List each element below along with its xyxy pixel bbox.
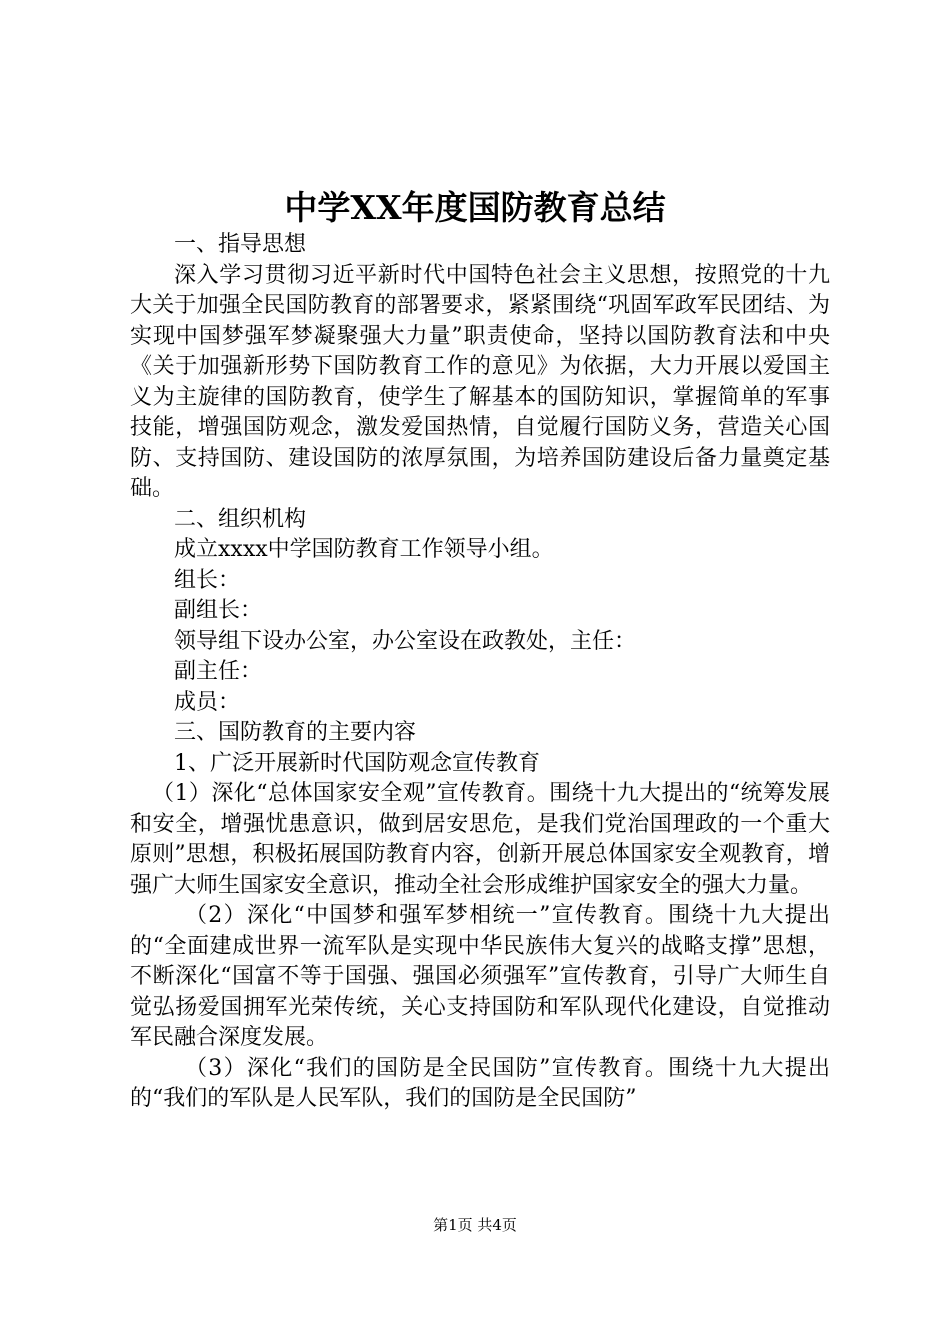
paragraph: （2）深化“中国梦和强军梦相统一”宣传教育。围绕十九大提出的“全面建成世界一流军队是实现中华民族伟大复兴的战略支撑”思想，不断深化“国富不等于国强、强国必须强军”宣传教育，引导广大师生自觉弘扬爱国拥军光荣传统，关心支持国防和军队现代化建设，自觉推动军民融合深度发展。 [130,903,830,1050]
paragraph: （1）深化“总体国家安全观”宣传教育。围绕十九大提出的“统筹发展和安全，增强忧患意识，做到居安思危，是我们党治国理政的一个重大原则”思想，积极拓展国防教育内容，创新开展总体国家安全观教育，增强广大师生国家安全意识，推动全社会形成维护国家安全的强大力量。 [130,781,830,898]
page-footer: 第1页 共4页 [433,1216,517,1234]
paragraph: 成立xxxx中学国防教育工作领导小组。 [174,537,554,562]
paragraph: 组长： [174,567,241,593]
section-heading: 三、国防教育的主要内容 [174,720,417,745]
paragraph: （3）深化“我们的国防是全民国防”宣传教育。围绕十九大提出的“我们的军队是人民军队，我们的国防是全民国防” [130,1055,830,1111]
paragraph: 领导组下设办公室，办公室设在政教处，主任： [174,628,637,654]
section-heading: 二、组织机构 [174,506,307,532]
paragraph: 深入学习贯彻习近平新时代中国特色社会主义思想，按照党的十九大关于加强全民国防教育的部署要求，紧紧围绕“巩固军政军民团结、为实现中国梦强军梦凝聚强大力量”职责使命，坚持以国防教育法和中央《关于加强新形势下国防教育工作的意见》为依据，大力开展以爱国主义为主旋律的国防教育，使学生了解基本的国防知识，掌握简单的军事技能，增强国防观念，激发爱国热情，自觉履行国防义务，营造关心国防、支持国防、建设国防的浓厚氛围，为培养国防建设后备力量奠定基础。 [130,262,830,501]
subsection-heading: 1、广泛开展新时代国防观念宣传教育 [174,750,540,776]
paragraph: 副组长： [174,598,263,623]
document-title: 中学XX年度国防教育总结 [284,188,666,227]
document-body [130,230,830,1115]
paragraph: 副主任： [174,659,263,684]
section-heading: 一、指导思想 [174,232,307,257]
paragraph: 成员： [174,689,241,715]
